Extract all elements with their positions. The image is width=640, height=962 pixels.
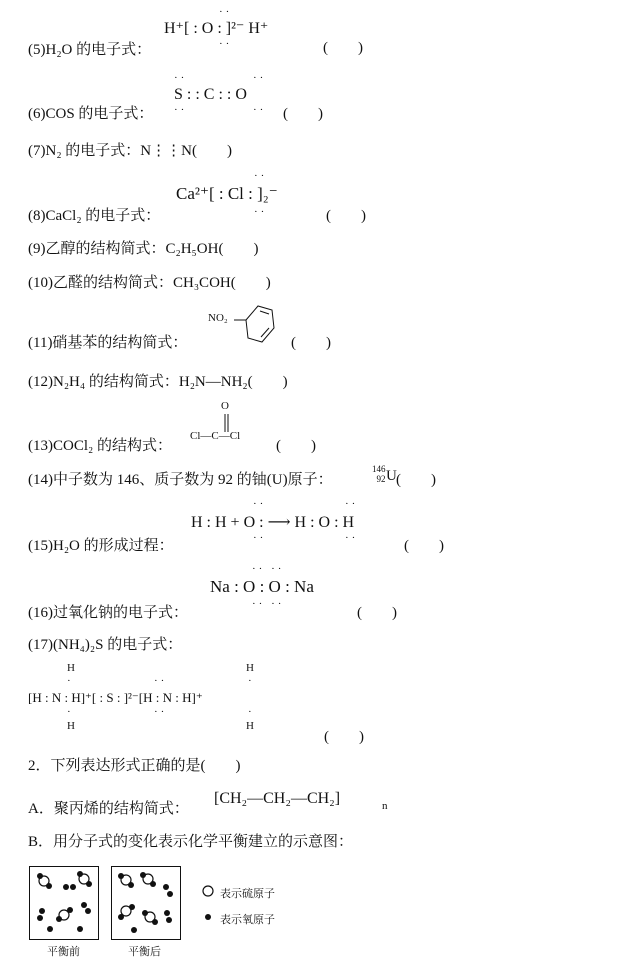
lone-pair-dots: ·· xyxy=(345,498,359,510)
question-label: (16)过氧化钠的电子式： xyxy=(28,605,188,621)
formula-cos: S : : C : : O xyxy=(174,86,247,103)
hydrogen-atom: H xyxy=(67,720,75,732)
nitro-group-label: NO₂ xyxy=(208,312,228,324)
formula-h2o: H⁺[ : O : ]²⁻ H⁺ xyxy=(164,20,269,37)
question-stem: 2．下列表达形式正确的是( ) xyxy=(28,758,241,774)
lone-pair-dots: ·· xyxy=(253,72,267,84)
question-label: (11)硝基苯的结构简式： xyxy=(28,335,188,351)
lone-pair-dots: · xyxy=(248,675,255,687)
molecule-diagram xyxy=(30,867,98,939)
question-label: (13)COCl₂ 的结构式： xyxy=(28,438,172,454)
question-label: (8)CaCl₂ 的电子式： xyxy=(28,208,161,224)
caption-after: 平衡后 xyxy=(128,946,161,958)
after-equilibrium-box xyxy=(111,866,181,940)
formula-na2o2: Na : O : O : Na xyxy=(210,577,314,596)
molecule-diagram xyxy=(112,867,180,939)
question-label: (10)乙醛的结构简式：CH₃COH( ) xyxy=(28,275,271,291)
caption-before: 平衡前 xyxy=(47,946,80,958)
answer-blank: ( ) xyxy=(396,472,436,488)
benzene-ring-icon xyxy=(234,302,278,348)
legend-sulfur: 表示硫原子 xyxy=(220,888,275,900)
lone-pair-dots: · xyxy=(67,706,74,718)
formation-process: H : H + O : ⟶ H : O : H xyxy=(191,514,355,531)
lone-pair-dots: ·· xyxy=(254,206,268,218)
question-label: (12)N₂H₄ 的结构简式：H₂N—NH₂( ) xyxy=(28,374,288,390)
element-symbol: U xyxy=(386,468,397,484)
question-label: (15)H₂O 的形成过程： xyxy=(28,538,174,554)
lone-pair-dots: ·· xyxy=(174,104,188,116)
question-label: (7)N₂ 的电子式：N⋮⋮N( ) xyxy=(28,143,232,159)
oxygen-atom-icon xyxy=(204,913,212,921)
lone-pair-dots: · xyxy=(248,706,255,718)
hydrogen-atom: H xyxy=(246,662,254,674)
carbonyl-oxygen: O xyxy=(221,400,229,412)
repeat-subscript: n xyxy=(382,800,388,812)
lone-pair-dots: · xyxy=(67,675,74,687)
polypropylene-formula: [CH₂—CH₂—CH₂] xyxy=(214,790,341,807)
answer-blank: ( ) xyxy=(324,729,364,745)
formula-ammonium-sulfide: [H : N : H]⁺[ : S : ]²⁻[H : N : H]⁺ xyxy=(28,690,203,705)
hydrogen-atom: H xyxy=(67,662,75,674)
lone-pair-dots: ·· xyxy=(219,38,233,50)
lone-pair-dots: ·· xyxy=(154,675,168,687)
sulfur-atom-icon xyxy=(201,884,215,898)
mass-number: 146 xyxy=(372,464,386,474)
lone-pair-dots: ·· ·· xyxy=(252,563,285,575)
question-label: (17)(NH₄)₂S 的电子式： xyxy=(28,637,183,653)
formula-cocl2: Cl—C—Cl xyxy=(190,430,241,442)
atomic-number: 92 xyxy=(376,474,386,484)
answer-blank: ( ) xyxy=(276,438,316,454)
option-b-label: B．用分子式的变化表示化学平衡建立的示意图： xyxy=(28,834,354,850)
hydrogen-atom: H xyxy=(246,720,254,732)
lone-pair-dots: ·· xyxy=(219,6,233,18)
question-label: (5)H₂O 的电子式： xyxy=(28,42,152,58)
question-label: (6)COS 的电子式： xyxy=(28,106,154,122)
formula-cacl2: Ca²⁺[ : Cl : ]₂⁻ xyxy=(176,184,278,203)
legend-oxygen: 表示氧原子 xyxy=(220,914,275,926)
answer-blank: ( ) xyxy=(326,208,366,224)
question-label: (9)乙醇的结构简式：C₂H₅OH( ) xyxy=(28,241,259,257)
answer-blank: ( ) xyxy=(291,335,331,351)
lone-pair-dots: ·· xyxy=(253,104,267,116)
answer-blank: ( ) xyxy=(283,106,323,122)
option-a-label: A．聚丙烯的结构简式： xyxy=(28,801,189,817)
answer-blank: ( ) xyxy=(357,605,397,621)
lone-pair-dots: ·· xyxy=(253,498,267,510)
lone-pair-dots: ·· xyxy=(253,532,267,544)
lone-pair-dots: ·· xyxy=(254,170,268,182)
lone-pair-dots: ·· xyxy=(154,706,168,718)
lone-pair-dots: ·· xyxy=(345,532,359,544)
question-label: (14)中子数为 146、质子数为 92 的铀(U)原子： xyxy=(28,472,333,488)
lone-pair-dots: ·· xyxy=(174,72,188,84)
lone-pair-dots: ·· ·· xyxy=(252,598,285,610)
nuclide-notation xyxy=(372,464,386,484)
answer-blank: ( ) xyxy=(323,40,363,56)
answer-blank: ( ) xyxy=(404,538,444,554)
before-equilibrium-box xyxy=(29,866,99,940)
